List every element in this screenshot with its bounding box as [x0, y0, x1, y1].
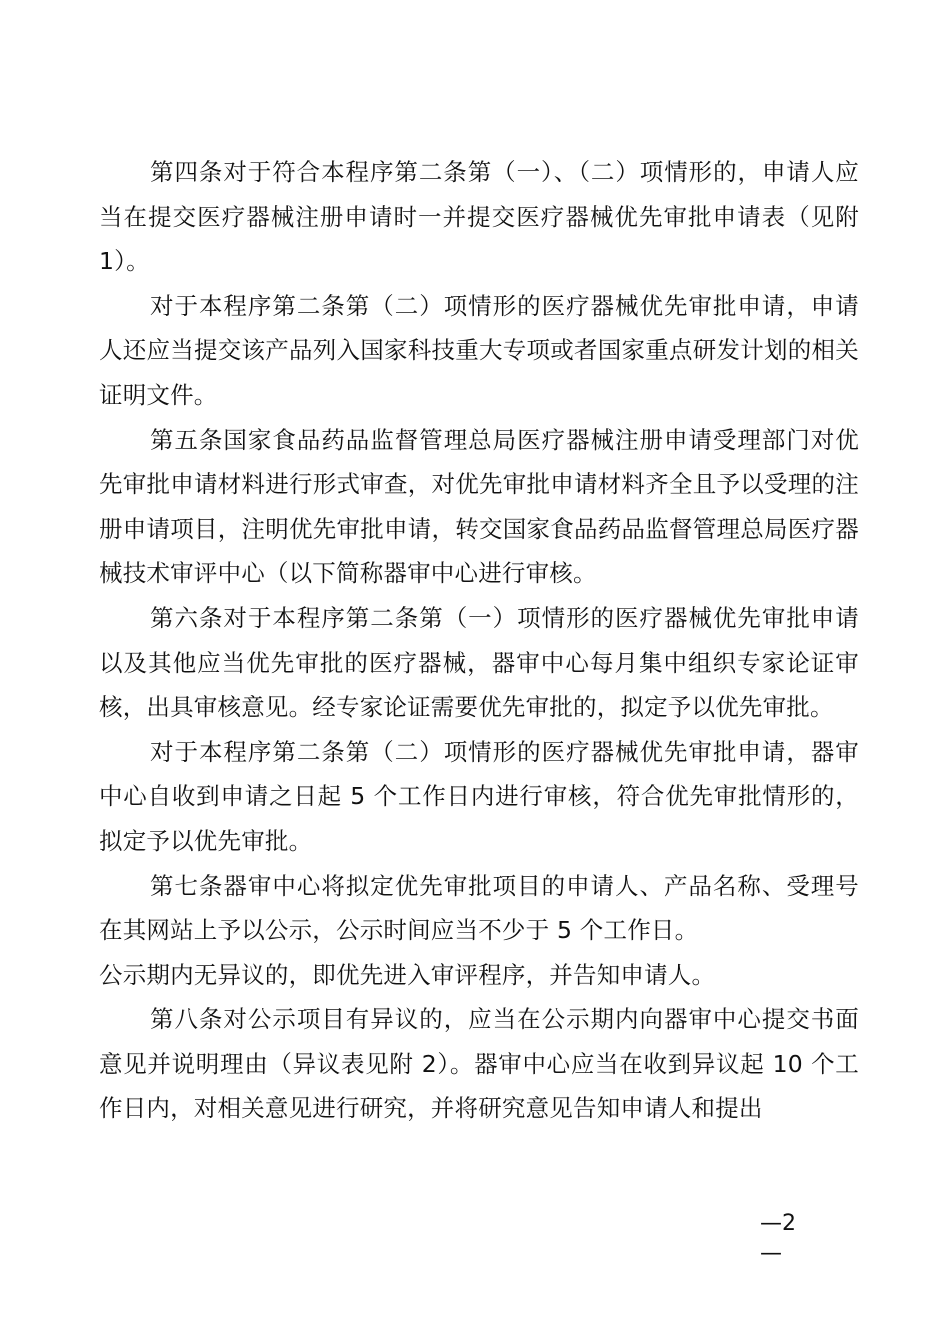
paragraph-article-8: 第八条对公示项目有异议的，应当在公示期内向器审中心提交书面意见并说明理由（异议表见附 2）。器审中心应当在收到异议起 10 个工作日内，对相关意见进行研究，并将研究意见告知申请人和提出: [99, 1005, 859, 1123]
paragraph-article-6-continued: 对于本程序第二条第（二）项情形的医疗器械优先审批申请，器审中心自收到申请之日起 5 个工作日内进行审核，符合优先审批情形的，拟定予以优先审批。: [99, 737, 859, 855]
paragraph-article-6: 第六条对于本程序第二条第（一）项情形的医疗器械优先审批申请以及其他应当优先审批的医疗器械，器审中心每月集中组织专家论证审核，出具审核意见。经专家论证需要优先审批的，拟定予以优先审批。: [99, 603, 859, 722]
document-body: [99, 150, 859, 1131]
page-number-dash: —: [760, 1241, 782, 1266]
page-number: —2: [760, 1211, 796, 1236]
paragraph-article-4: 第四条对于符合本程序第二条第（一）、（二）项情形的，申请人应当在提交医疗器械注册申请时一并提交医疗器械优先审批申请表（见附 1）。: [99, 158, 859, 276]
paragraph-article-5: 第五条国家食品药品监督管理总局医疗器械注册申请受理部门对优先审批申请材料进行形式审查，对优先审批申请材料齐全且予以受理的注册申请项目，注明优先审批申请，转交国家食品药品监督管理总局医疗器械技术审评中心（以下简称器审中心进行审核。: [99, 425, 859, 588]
paragraph-article-4-continued: 对于本程序第二条第（二）项情形的医疗器械优先审批申请，申请人还应当提交该产品列入国家科技重大专项或者国家重点研发计划的相关证明文件。: [99, 291, 859, 409]
paragraph-article-7-continued: 公示期内无异议的，即优先进入审评程序，并告知申请人。: [99, 960, 716, 989]
paragraph-article-7: 第七条器审中心将拟定优先审批项目的申请人、产品名称、受理号在其网站上予以公示，公示时间应当不少于 5 个工作日。: [99, 871, 859, 945]
